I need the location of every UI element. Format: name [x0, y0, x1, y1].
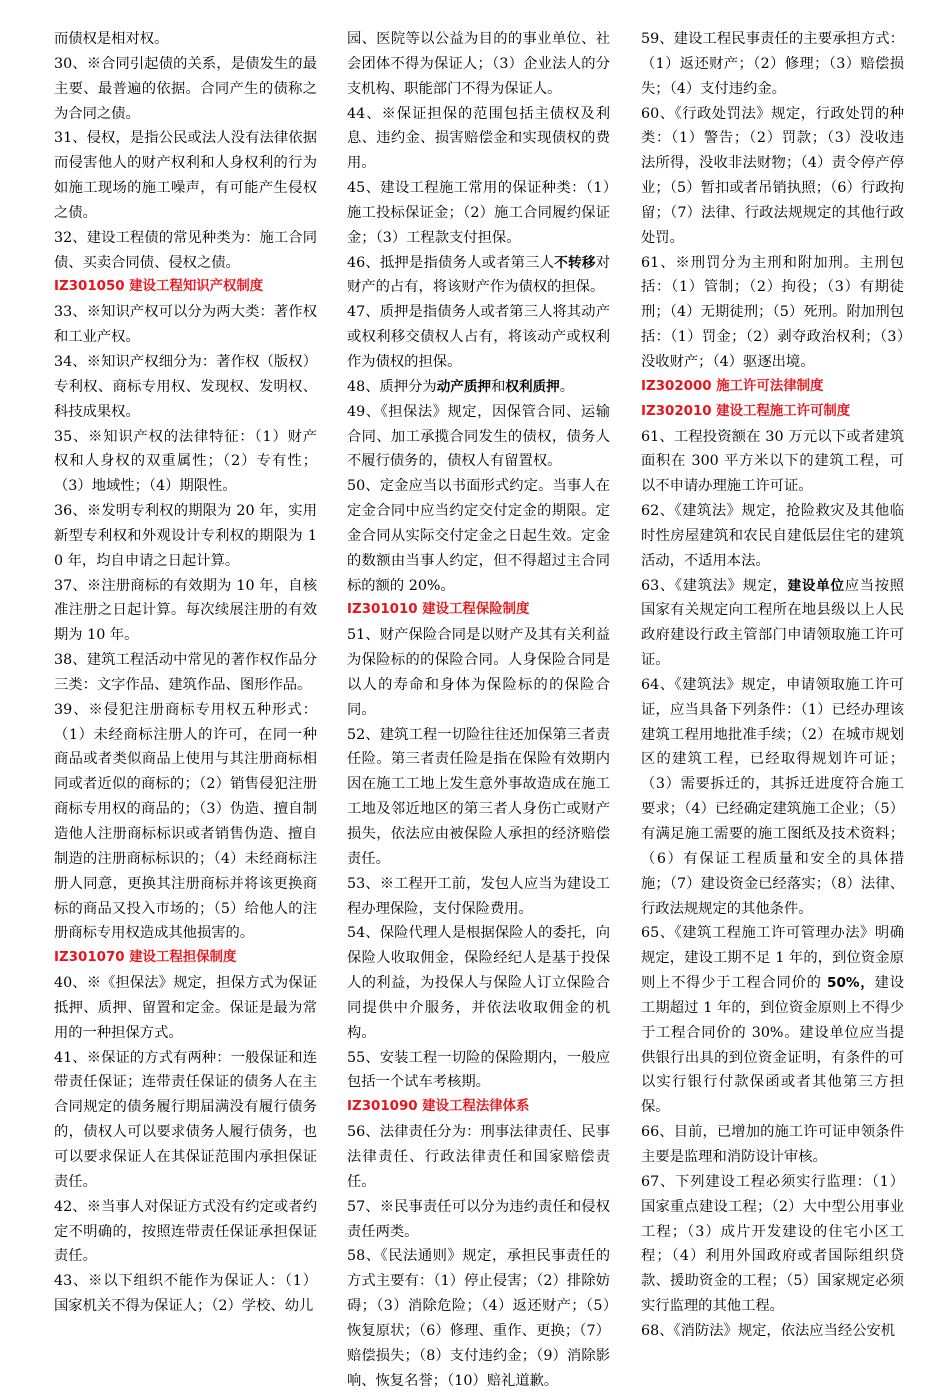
paragraph — [54, 1269, 317, 1319]
text: 。 — [559, 378, 575, 395]
text: 41、※保证的方式有两种：一般保证和连带责任保证；连带责任保证的债务人在主合同规定的债务履行期届满没有履行债务的，债权人可以要求债务人履行债务，也可以要求保证人在其保证范围内承担保证责任。 — [54, 1049, 317, 1190]
text: 59、建设工程民事责任的主要承担方式：（1）返还财产；（2）修理；（3）赔偿损失；（4）支付违约金。 — [641, 31, 904, 97]
bold-text: 权利质押 — [505, 378, 560, 395]
paragraph — [54, 1195, 317, 1270]
text: 37、※注册商标的有效期为 10 年，自核准注册之日起计算。每次续展注册的有效期为 10 年。 — [54, 577, 317, 644]
text: 47、质押是指债务人或者第三人将其动产或权利移交债权人占有，将该动产或权利作为债权的担保。 — [347, 304, 610, 370]
text: 而债权是相对权。 — [54, 31, 169, 47]
paragraph — [347, 27, 610, 102]
paragraph — [347, 300, 610, 375]
paragraph — [347, 474, 610, 598]
paragraph — [347, 723, 610, 872]
section-heading — [641, 375, 904, 400]
text: 应当按照国家有关规定向工程所在地县级以上人民政府建设行政主管部门申请领取施工许可证。 — [641, 577, 905, 669]
paragraph — [347, 251, 610, 301]
paragraph — [54, 574, 317, 649]
paragraph — [641, 574, 904, 673]
paragraph — [54, 971, 317, 1046]
paragraph — [347, 1244, 610, 1393]
text: 对财产的占有，将该财产作为债权的担保。 — [347, 254, 610, 296]
text: 57、※民事责任可以分为违约责任和侵权责任两类。 — [347, 1198, 610, 1240]
text: 66、目前，已增加的施工许可证申领条件主要是监理和消防设计审核。 — [641, 1124, 904, 1165]
text: 36、※发明专利权的期限为 20 年，实用新型专利权和外观设计专利权的期限为 10 年，均自申请之日起计算。 — [54, 503, 317, 569]
paragraph — [54, 126, 317, 225]
paragraph — [54, 300, 317, 350]
paragraph — [347, 176, 610, 251]
paragraph — [54, 27, 317, 52]
text: 51、财产保险合同是以财产及其有关利益为保险标的的保险合同。人身保险合同是以人的寿命和身体为保险标的的保险合同。 — [347, 627, 610, 718]
paragraph — [641, 673, 904, 921]
section-heading — [347, 1095, 610, 1120]
text: 32、建设工程债的常见种类为：施工合同债、买卖合同债、侵权之债。 — [54, 229, 317, 271]
text: 67、下列建设工程必须实行监理：（1）国家重点建设工程；（2）大中型公用事业工程；（3）成片开发建设的住宅小区工程；（4）利用外国政府或者国际组织贷款、援助资金的工程；（5）国家规定必须实行监理的其他工程。 — [641, 1173, 904, 1315]
paragraph — [54, 425, 317, 500]
paragraph — [641, 499, 904, 574]
text: 34、※知识产权细分为：著作权（版权）专利权、商标专用权、发现权、发明权、科技成果权。 — [54, 353, 317, 420]
text: 30、※合同引起债的关系，是债发生的最主要、最普遍的依据。合同产生的债称之为合同之债。 — [54, 55, 317, 122]
text: IZ301070 建设工程担保制度 — [54, 950, 237, 966]
section-heading — [641, 400, 904, 425]
text: 39、※侵犯注册商标专用权五种形式：（1）未经商标注册人的许可，在同一种商品或者类似商品上使用与其注册商标相同或者近似的商标的；（2）销售侵犯注册商标专用权的商品的；（3）伪造、擅自制造他人注册商标标识或者销售伪造、擅自制造的注册商标标识的；（4）未经商标注册人同意，更换其注册商标并将该更换商标的商品又投入市场的；（5）给他人的注册商标专用权造成其他损害的。 — [54, 701, 317, 942]
text: 和 — [491, 378, 506, 395]
text: 50、定金应当以书面形式约定。当事人在定金合同中应当约定交付定金的期限。定金合同从实际交付定金之日起生效。定金的数额由当事人约定，但不得超过主合同标的额的 20%。 — [347, 478, 610, 594]
paragraph — [641, 425, 904, 500]
text: 49、《担保法》规定，因保管合同、运输合同、加工承揽合同发生的债权，债务人不履行债务的，债权人有留置权。 — [347, 403, 610, 470]
paragraph — [347, 375, 610, 400]
paragraph — [54, 698, 317, 946]
bold-text: 动产质押 — [436, 378, 492, 395]
text: 35、※知识产权的法律特征：（1）财产权和人身权的双重属性；（2）专有性；（3）地域性；（4）期限性。 — [54, 428, 317, 495]
paragraph — [347, 921, 610, 1045]
paragraph — [54, 648, 317, 698]
text: 园、医院等以公益为目的的事业单位、社会团体不得为保证人；（3）企业法人的分支机构、职能部门不得为保证人。 — [347, 31, 610, 97]
paragraph — [641, 1120, 904, 1170]
text: 53、※工程开工前，发包人应当为建设工程办理保险，支付保险费用。 — [347, 875, 610, 917]
text: 38、建筑工程活动中常见的著作权作品分三类：文字作品、建筑作品、图形作品。 — [54, 652, 317, 693]
text: 56、法律责任分为：刑事法律责任、民事法律责任、行政法律责任和国家赔偿责任。 — [347, 1124, 610, 1190]
paragraph — [641, 102, 904, 251]
text: 42、※当事人对保证方式没有约定或者约定不明确的，按照连带责任保证承担保证责任。 — [54, 1198, 317, 1265]
text: 48、质押分为 — [347, 378, 437, 395]
paragraph — [641, 27, 904, 102]
column-right — [641, 27, 904, 1344]
section-heading — [54, 946, 317, 971]
text: 64、《建筑法》规定，申请领取施工许可证，应当具备下列条件：（1）已经办理该建筑工程用地批准手续；（2）在城市规划区的建筑工程，已经取得规划许可证；（3）需要拆迁的，其拆迁进度符合施工要求；（4）已经确定建筑施工企业；（5）有满足施工需要的施工图纸及技术资料；（6）有保证工程质量和安全的具体措施；（7）建设资金已经落实；（8）法律、行政法规规定的其他条件。 — [641, 676, 904, 917]
text: 44、※保证担保的范围包括主债权及利息、违约金、损害赔偿金和实现债权的费用。 — [347, 105, 610, 172]
text: 65、《建筑工程施工许可管理办法》明确规定，建设工期不足 1 年的，到位资金原则上不得少于工程合同价的 — [641, 925, 904, 992]
text: 46、抵押是指债务人或者第三人 — [347, 254, 555, 271]
paragraph — [347, 1120, 610, 1195]
text: 45、建设工程施工常用的保证种类：（1）施工投标保证金；（2）施工合同履约保证金；（3）工程款支付担保。 — [347, 180, 610, 246]
text: 31、侵权，是指公民或法人没有法律依据而侵害他人的财产权利和人身权利的行为如施工现场的施工噪声，有可能产生侵权之债。 — [54, 130, 317, 221]
text: 52、建筑工程一切险往往还加保第三者责任险。第三者责任险是指在保险有效期内因在施工工地上发生意外事故造成在施工工地及邻近地区的第三者人身伤亡或财产损失，依法应由被保险人承担的经济赔偿责任。 — [347, 726, 610, 867]
text: 63、《建筑法》规定， — [641, 577, 788, 594]
paragraph — [641, 1319, 904, 1344]
section-heading — [347, 598, 610, 623]
paragraph — [347, 872, 610, 922]
text: IZ301090 建设工程法律体系 — [347, 1099, 530, 1115]
text: 61、※刑罚分为主刑和附加刑。主刑包括：（1）管制；（2）拘役；（3）有期徒刑；（4）无期徒刑；（5）死刑。附加刑包括：（1）罚金；（2）剥夺政治权利；（3）没收财产；（4）驱逐出境。 — [641, 254, 904, 370]
text: IZ302000 施工许可法律制度 — [641, 378, 824, 394]
paragraph — [54, 350, 317, 425]
text: 40、※《担保法》规定，担保方式为保证抵押、质押、留置和定金。保证是最为常用的一种担保方式。 — [54, 975, 317, 1041]
section-heading — [54, 275, 317, 300]
paragraph — [347, 1046, 610, 1096]
paragraph — [641, 921, 904, 1120]
text: IZ302010 建设工程施工许可制度 — [641, 403, 851, 419]
text: 43、※以下组织不能作为保证人：（1）国家机关不得为保证人；（2）学校、幼儿 — [54, 1273, 317, 1315]
paragraph — [54, 226, 317, 276]
text: 60、《行政处罚法》规定，行政处罚的种类：（1）警告；（2）罚款；（3）没收违法所得，没收非法财物；（4）责令停产停业；（5）暂扣或者吊销执照；（6）行政拘留；（7）法律、行政法规规定的其他行政处罚。 — [641, 105, 904, 246]
text: 54、保险代理人是根据保险人的委托，向保险人收取佣金，保险经纪人是基于投保人的利益，为投保人与保险人订立保险合同提供中介服务，并依法收取佣金的机构。 — [347, 925, 610, 1041]
column-middle — [347, 27, 610, 1393]
text: 68、《消防法》规定，依法应当经公安机 — [641, 1322, 896, 1339]
text: IZ301010 建设工程保险制度 — [347, 602, 530, 618]
paragraph — [641, 1170, 904, 1319]
paragraph — [347, 623, 610, 722]
text: 55、安装工程一切险的保险期内，一般应包括一个试车考核期。 — [347, 1049, 610, 1091]
bold-text: 50%， — [826, 975, 875, 992]
paragraph — [641, 251, 904, 375]
paragraph — [347, 102, 610, 177]
text: 61、工程投资额在 30 万元以下或者建筑面积在 300 平方米以下的建筑工程，可以不申请办理施工许可证。 — [641, 428, 904, 495]
column-left — [54, 27, 317, 1319]
text: IZ301050 建设工程知识产权制度 — [54, 279, 264, 295]
text: 建设工期超过 1 年的，到位资金原则上不得少于工程合同价的 30%。建设单位应当提供银行出具的到位资金证明，有条件的可以实行银行付款保函或者其他第三方担保。 — [641, 975, 904, 1116]
paragraph — [54, 52, 317, 127]
paragraph — [54, 499, 317, 574]
text: 58、《民法通则》规定，承担民事责任的方式主要有：（1）停止侵害；（2）排除妨碍；（3）消除危险；（4）返还财产；（5）恢复原状；（6）修理、重作、更换；（7）赔偿损失；（8）支付违约金；（9）消除影响、恢复名誉；（10）赔礼道歉。 — [347, 1248, 610, 1389]
text: 62、《建筑法》规定，抢险救灾及其他临时性房屋建筑和农民自建低层住宅的建筑活动，不适用本法。 — [641, 503, 904, 569]
bold-text: 不转移 — [554, 254, 596, 271]
paragraph — [54, 1046, 317, 1195]
bold-text: 建设单位 — [787, 577, 845, 594]
paragraph — [347, 1195, 610, 1245]
paragraph — [347, 400, 610, 475]
text: 33、※知识产权可以分为两大类：著作权和工业产权。 — [54, 304, 317, 346]
